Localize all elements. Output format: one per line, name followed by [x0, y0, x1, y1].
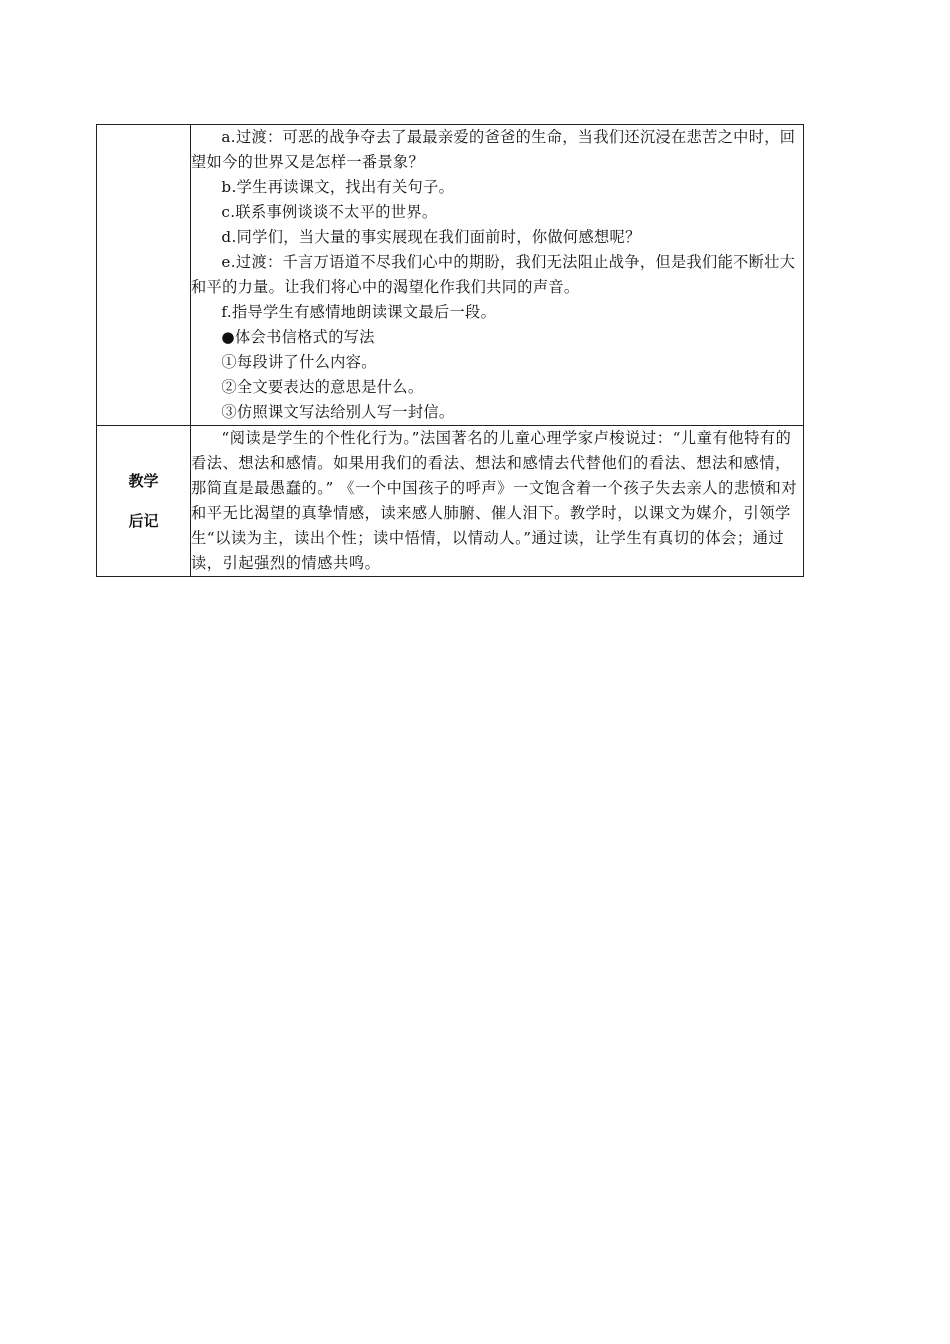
reflection-paragraph: “阅读是学生的个性化行为。”法国著名的儿童心理学家卢梭说过：“儿童有他特有的看法、想法和感情。如果用我们的看法、想法和感情去代替他们的看法、想法和感情，那简直是最愚蠢的。” 《一个中国孩子的呼声》一文饱含着一个孩子失去亲人的悲愤和对和平无比渴望的真挚情感，读来感人肺腑、催人泪下。教学时，以课文为媒介，引领学生“以读为主，读出个性；读中悟情，以情动人。”通过读，让学生有真切的体会；通过读，引起强烈的情感共鸣。	[191, 429, 798, 572]
step-b: b.学生再读课文，找出有关句子。	[221, 178, 455, 196]
step-c: c.联系事例谈谈不太平的世界。	[221, 203, 438, 221]
reflection-label-line2: 后记	[128, 512, 159, 530]
step-d: d.同学们，当大量的事实展现在我们面前时，你做何感想呢？	[221, 228, 641, 246]
step-e: e.过渡：千言万语道不尽我们心中的期盼，我们无法阻止战争，但是我们能不断壮大和平的力量。让我们将心中的渴望化作我们共同的声音。	[191, 253, 796, 296]
letter-format-heading: ●体会书信格式的写法	[221, 328, 375, 346]
reflection-label-line1: 教学	[128, 472, 159, 490]
step-f: f.指导学生有感情地朗读课文最后一段。	[221, 303, 497, 321]
teaching-process-row	[97, 125, 804, 426]
letter-format-item-2: ②全文要表达的意思是什么。	[221, 378, 424, 396]
reflection-label-cell	[97, 426, 191, 577]
letter-format-item-3: ③仿照课文写法给别人写一封信。	[221, 403, 455, 421]
step-a: a.过渡：可恶的战争夺去了最最亲爱的爸爸的生命，当我们还沉浸在悲苦之中时，回望如今的世界又是怎样一番景象？	[191, 128, 796, 171]
row-label-empty	[97, 125, 191, 426]
teaching-reflection-row	[97, 426, 804, 577]
letter-format-item-1: ①每段讲了什么内容。	[221, 353, 377, 371]
reflection-text-cell	[191, 426, 804, 577]
teaching-steps-cell	[191, 125, 804, 426]
lesson-plan-table	[96, 124, 804, 577]
